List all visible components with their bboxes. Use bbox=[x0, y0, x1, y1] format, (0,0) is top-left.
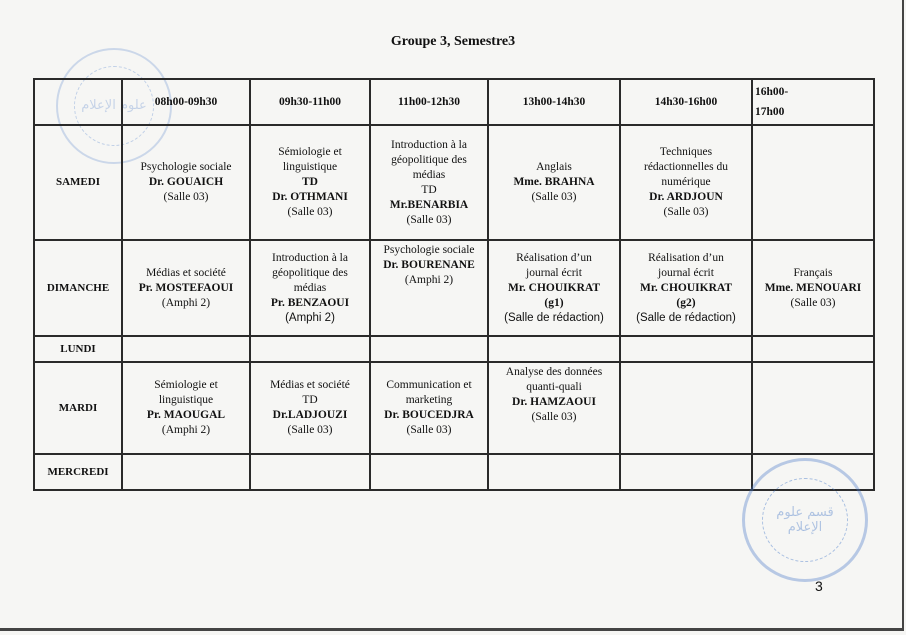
cell-dimanche-slot-4 bbox=[488, 240, 620, 336]
cell-dimanche-slot-1 bbox=[122, 240, 250, 336]
course-title: Réalisation d’un bbox=[648, 251, 724, 264]
teacher-name: Dr. ARDJOUN bbox=[649, 191, 723, 203]
course-title: géopolitique des bbox=[272, 266, 348, 279]
course-title: Réalisation d’un bbox=[516, 251, 592, 264]
right-stamp-inner: قسم علوم الإعلام bbox=[762, 478, 848, 563]
room: (Amphi 2) bbox=[161, 296, 211, 309]
cell-samedi-slot-2 bbox=[250, 125, 370, 240]
page-title: Groupe 3, Semestre3 bbox=[390, 34, 516, 49]
cell-dimanche-slot-3 bbox=[370, 240, 488, 336]
header-row bbox=[34, 79, 874, 125]
cell-mercredi-slot-3 bbox=[370, 454, 488, 490]
header-slot-4: 13h00-14h30 bbox=[488, 79, 620, 125]
teacher-name: Pr. MOSTEFAOUI bbox=[138, 281, 234, 294]
teacher-name: Dr. HAMZAOUI bbox=[512, 396, 596, 408]
cell-lundi-slot-6 bbox=[752, 336, 874, 362]
teacher-name: Pr. MAOUGAL bbox=[146, 409, 226, 421]
row-samedi bbox=[34, 125, 874, 240]
room: (Salle de rédaction) bbox=[636, 311, 736, 324]
course-title: Analyse des données bbox=[505, 366, 603, 378]
room: (Amphi 2) bbox=[404, 274, 454, 286]
day-label-mercredi: MERCREDI bbox=[34, 454, 122, 490]
cell-lundi-slot-2 bbox=[250, 336, 370, 362]
course-title: Sémiologie et bbox=[154, 379, 218, 391]
teacher-name: Dr. OTHMANI bbox=[272, 191, 348, 203]
cell-lundi-slot-5 bbox=[620, 336, 752, 362]
row-mercredi bbox=[34, 454, 874, 490]
cell-mardi-slot-1 bbox=[122, 362, 250, 454]
course-title: Anglais bbox=[536, 161, 572, 173]
room: (Salle 03) bbox=[163, 191, 209, 203]
course-title: Médias et société bbox=[270, 379, 350, 391]
course-title: géopolitique des bbox=[391, 153, 467, 166]
course-title: linguistique bbox=[158, 394, 214, 406]
cell-dimanche-slot-2 bbox=[250, 240, 370, 336]
course-title: Introduction à la bbox=[390, 138, 467, 151]
row-lundi bbox=[34, 336, 874, 362]
row-dimanche bbox=[34, 240, 874, 336]
cell-mercredi-slot-1 bbox=[122, 454, 250, 490]
header-slot-5: 14h30-16h00 bbox=[620, 79, 752, 125]
course-type: TD bbox=[302, 176, 318, 188]
cell-samedi-slot-3 bbox=[370, 125, 488, 240]
course-title: Sémiologie et bbox=[278, 146, 342, 158]
cell-samedi-slot-5 bbox=[620, 125, 752, 240]
cell-mardi-slot-4 bbox=[488, 362, 620, 454]
cell-mardi-slot-3 bbox=[370, 362, 488, 454]
header-slot-1: 08h00-09h30 bbox=[122, 79, 250, 125]
day-label-dimanche: DIMANCHE bbox=[34, 240, 122, 336]
cell-samedi-slot-4 bbox=[488, 125, 620, 240]
teacher-name: Mr. CHOUIKRAT bbox=[640, 281, 732, 294]
header-slot-6-line1: 16h00- bbox=[755, 86, 789, 98]
cell-lundi-slot-4 bbox=[488, 336, 620, 362]
group-label: (g1) bbox=[544, 296, 564, 309]
course-title: Psychologie sociale bbox=[140, 161, 232, 173]
course-title: Psychologie sociale bbox=[383, 244, 475, 256]
course-title: Techniques bbox=[659, 146, 713, 158]
right-stamp bbox=[742, 458, 868, 582]
room: (Salle 03) bbox=[790, 296, 836, 309]
course-title: quanti-quali bbox=[526, 381, 582, 393]
room: (Salle 03) bbox=[406, 424, 452, 436]
teacher-name: Dr. BOURENANE bbox=[383, 259, 475, 271]
row-mardi bbox=[34, 362, 874, 454]
day-label-samedi: SAMEDI bbox=[34, 125, 122, 240]
course-title: numérique bbox=[661, 176, 711, 188]
day-label-mardi: MARDI bbox=[34, 362, 122, 454]
course-title: journal écrit bbox=[658, 266, 714, 279]
teacher-name: Mr. CHOUIKRAT bbox=[508, 281, 600, 294]
teacher-name: Dr. BOUCEDJRA bbox=[384, 409, 474, 421]
cell-lundi-slot-3 bbox=[370, 336, 488, 362]
teacher-name: Mme. MENOUARI bbox=[764, 281, 862, 294]
page-number: 3 bbox=[815, 578, 823, 594]
course-title: médias bbox=[412, 168, 446, 181]
header-slot-6 bbox=[752, 79, 874, 125]
room: (Amphi 2) bbox=[161, 424, 211, 436]
header-slot-3: 11h00-12h30 bbox=[370, 79, 488, 125]
course-title: linguistique bbox=[282, 161, 338, 173]
cell-samedi-slot-1 bbox=[122, 125, 250, 240]
course-type: TD bbox=[302, 394, 318, 406]
course-title: Français bbox=[793, 266, 833, 279]
room: (Salle 03) bbox=[663, 206, 709, 218]
left-stamp-inner: علوم الإعلام bbox=[74, 66, 154, 146]
cell-mardi-slot-5 bbox=[620, 362, 752, 454]
course-title: rédactionnelles du bbox=[644, 161, 728, 173]
schedule-table bbox=[33, 78, 875, 491]
room: (Salle 03) bbox=[287, 424, 333, 436]
room: (Amphi 2) bbox=[285, 311, 335, 324]
header-corner-cell bbox=[34, 79, 122, 125]
room: (Salle 03) bbox=[531, 411, 577, 423]
cell-mercredi-slot-2 bbox=[250, 454, 370, 490]
course-title: Médias et société bbox=[146, 266, 226, 279]
course-title: médias bbox=[293, 281, 327, 294]
cell-mardi-slot-6 bbox=[752, 362, 874, 454]
teacher-name: Pr. BENZAOUI bbox=[270, 296, 350, 309]
room: (Salle 03) bbox=[287, 206, 333, 218]
course-title: marketing bbox=[405, 394, 453, 406]
header-slot-2: 09h30-11h00 bbox=[250, 79, 370, 125]
course-title: journal écrit bbox=[526, 266, 582, 279]
cell-mercredi-slot-4 bbox=[488, 454, 620, 490]
room: (Salle 03) bbox=[531, 191, 577, 203]
course-title: Communication et bbox=[386, 379, 472, 391]
header-slot-6-line2: 17h00 bbox=[755, 106, 785, 118]
room: (Salle 03) bbox=[406, 213, 452, 226]
cell-mercredi-slot-5 bbox=[620, 454, 752, 490]
room: (Salle de rédaction) bbox=[504, 311, 604, 324]
cell-mardi-slot-2 bbox=[250, 362, 370, 454]
cell-samedi-slot-6 bbox=[752, 125, 874, 240]
group-label: (g2) bbox=[676, 296, 696, 309]
teacher-name: Dr.LADJOUZI bbox=[272, 409, 348, 421]
teacher-name: Mr.BENARBIA bbox=[389, 198, 469, 211]
course-title: Introduction à la bbox=[271, 251, 348, 264]
cell-dimanche-slot-5 bbox=[620, 240, 752, 336]
course-type: TD bbox=[421, 183, 437, 196]
teacher-name: Dr. GOUAICH bbox=[148, 176, 224, 188]
day-label-lundi: LUNDI bbox=[34, 336, 122, 362]
teacher-name: Mme. BRAHNA bbox=[513, 176, 595, 188]
cell-dimanche-slot-6 bbox=[752, 240, 874, 336]
cell-lundi-slot-1 bbox=[122, 336, 250, 362]
